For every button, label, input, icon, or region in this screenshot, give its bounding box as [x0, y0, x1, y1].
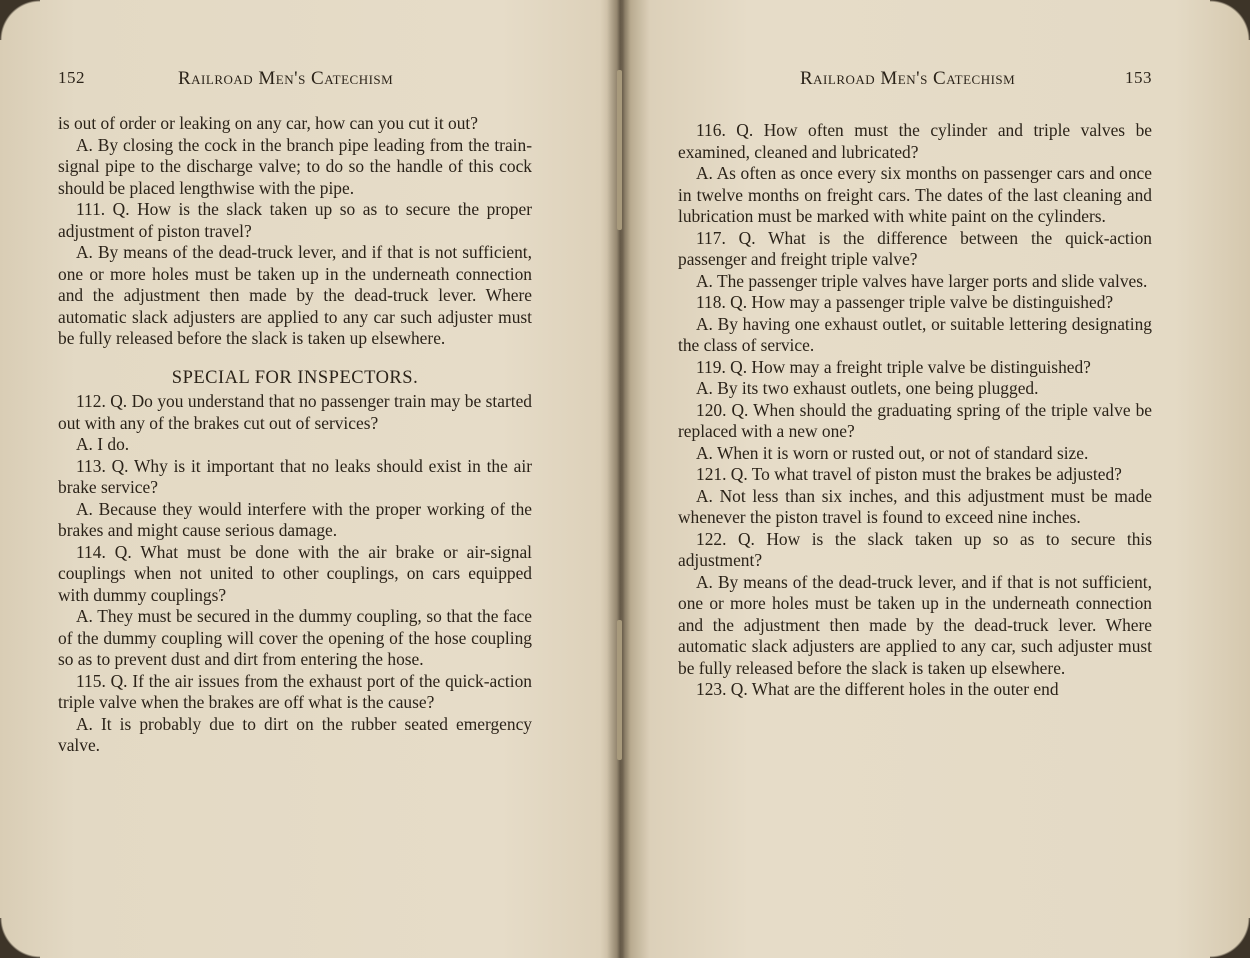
paragraph: A. By means of the dead-truck lever, and if that is not sufficient, one or more holes must be taken up in the underneath connection and the adjustment then made by the dead-truck lever. Where automatic slack adjusters are applied to any car such adjuster must be fully released before the slack is taken up elsewhere. [58, 242, 532, 348]
paragraph: A. Not less than six inches, and this adjustment must be made whenever the piston travel is found to exceed nine inches. [678, 485, 1152, 527]
binding-thread [617, 70, 622, 230]
paragraph: 123. Q. What are the different holes in the outer end [696, 679, 1059, 699]
paragraph: 120. Q. When should the graduating spring of the triple valve be replaced with a new one? [678, 399, 1152, 441]
left-page-body [58, 113, 532, 757]
paragraph: 118. Q. How may a passenger triple valve be distinguished? [696, 292, 1114, 312]
paragraph: 122. Q. How is the slack taken up so as to secure this adjustment? [678, 528, 1152, 570]
page-corner [0, 0, 40, 40]
page-corner [1210, 0, 1250, 40]
paragraph: A. It is probably due to dirt on the rubber seated emergency valve. [58, 713, 532, 755]
running-head: Railroad Men's Catechism [178, 68, 394, 89]
paragraph: A. By having one exhaust outlet, or suitable lettering designating the class of service. [678, 313, 1152, 355]
paragraph: 111. Q. How is the slack taken up so as to secure the proper adjustment of piston travel? [58, 199, 532, 241]
paragraph: A. I do. [76, 434, 130, 454]
section-heading: SPECIAL FOR INSPECTORS. [171, 367, 419, 388]
paragraph: 117. Q. What is the difference between the quick-action passenger and freight triple valve? [678, 227, 1152, 269]
right-page-header [800, 68, 1152, 98]
paragraph: 119. Q. How may a freight triple valve be distinguished? [696, 356, 1091, 377]
paragraph: A. They must be secured in the dummy coupling, so that the face of the dummy coupling will cover the opening of the hose coupling so as to prevent dust and dirt from entering the hose. [58, 606, 532, 669]
paragraph: A. The passenger triple valves have larger ports and slide valves. [696, 270, 1148, 291]
left-page [0, 0, 612, 958]
paragraph: A. When it is worn or rusted out, or not of standard size. [696, 442, 1089, 463]
paragraph: A. By closing the cock in the branch pipe leading from the train-signal pipe to the discharge valve; to do so the handle of this cock should be placed lengthwise with the pipe. [58, 134, 532, 198]
paragraph: A. Because they would interfere with the proper working of the brakes and might cause serious damage. [58, 498, 532, 540]
paragraph: is out of order or leaking on any car, how can you cut it out? [58, 113, 478, 133]
paragraph: A. By means of the dead-truck lever, and if that is not sufficient, one or more holes must be taken up in the underneath connection and the adjustment then made by the dead-truck lever. Where automatic slack adjusters are applied to any car, such adjuster must be fully released before the slack is taken up elsewhere. [678, 571, 1152, 678]
paragraph: 112. Q. Do you understand that no passenger train may be started out with any of the brakes cut out of services? [58, 391, 532, 433]
running-head: Railroad Men's Catechism [800, 68, 1016, 89]
right-page-body [678, 120, 1152, 701]
paragraph: 115. Q. If the air issues from the exhaust port of the quick-action triple valve when the brakes are off what is the cause? [58, 670, 532, 712]
paragraph: A. As often as once every six months on passenger cars and once in twelve months on freight cars. The dates of the last cleaning and lubrication must be marked with white paint on the cylinders. [678, 163, 1152, 226]
paragraph: 113. Q. Why is it important that no leaks should exist in the air brake service? [58, 455, 532, 497]
paragraph: 114. Q. What must be done with the air brake or air-signal couplings when not united to other couplings, on cars equipped with dummy couplings? [58, 541, 532, 605]
paragraph: A. By its two exhaust outlets, one being plugged. [696, 378, 1039, 398]
left-page-header [58, 68, 532, 98]
right-page [628, 0, 1250, 958]
page-number: 153 [1125, 68, 1152, 87]
page-number: 152 [58, 68, 85, 87]
page-corner [1210, 918, 1250, 958]
paragraph: 116. Q. How often must the cylinder and triple valves be examined, cleaned and lubricated? [678, 120, 1152, 162]
page-corner [0, 918, 40, 958]
binding-thread [617, 620, 622, 760]
paragraph: 121. Q. To what travel of piston must the brakes be adjusted? [696, 464, 1122, 484]
